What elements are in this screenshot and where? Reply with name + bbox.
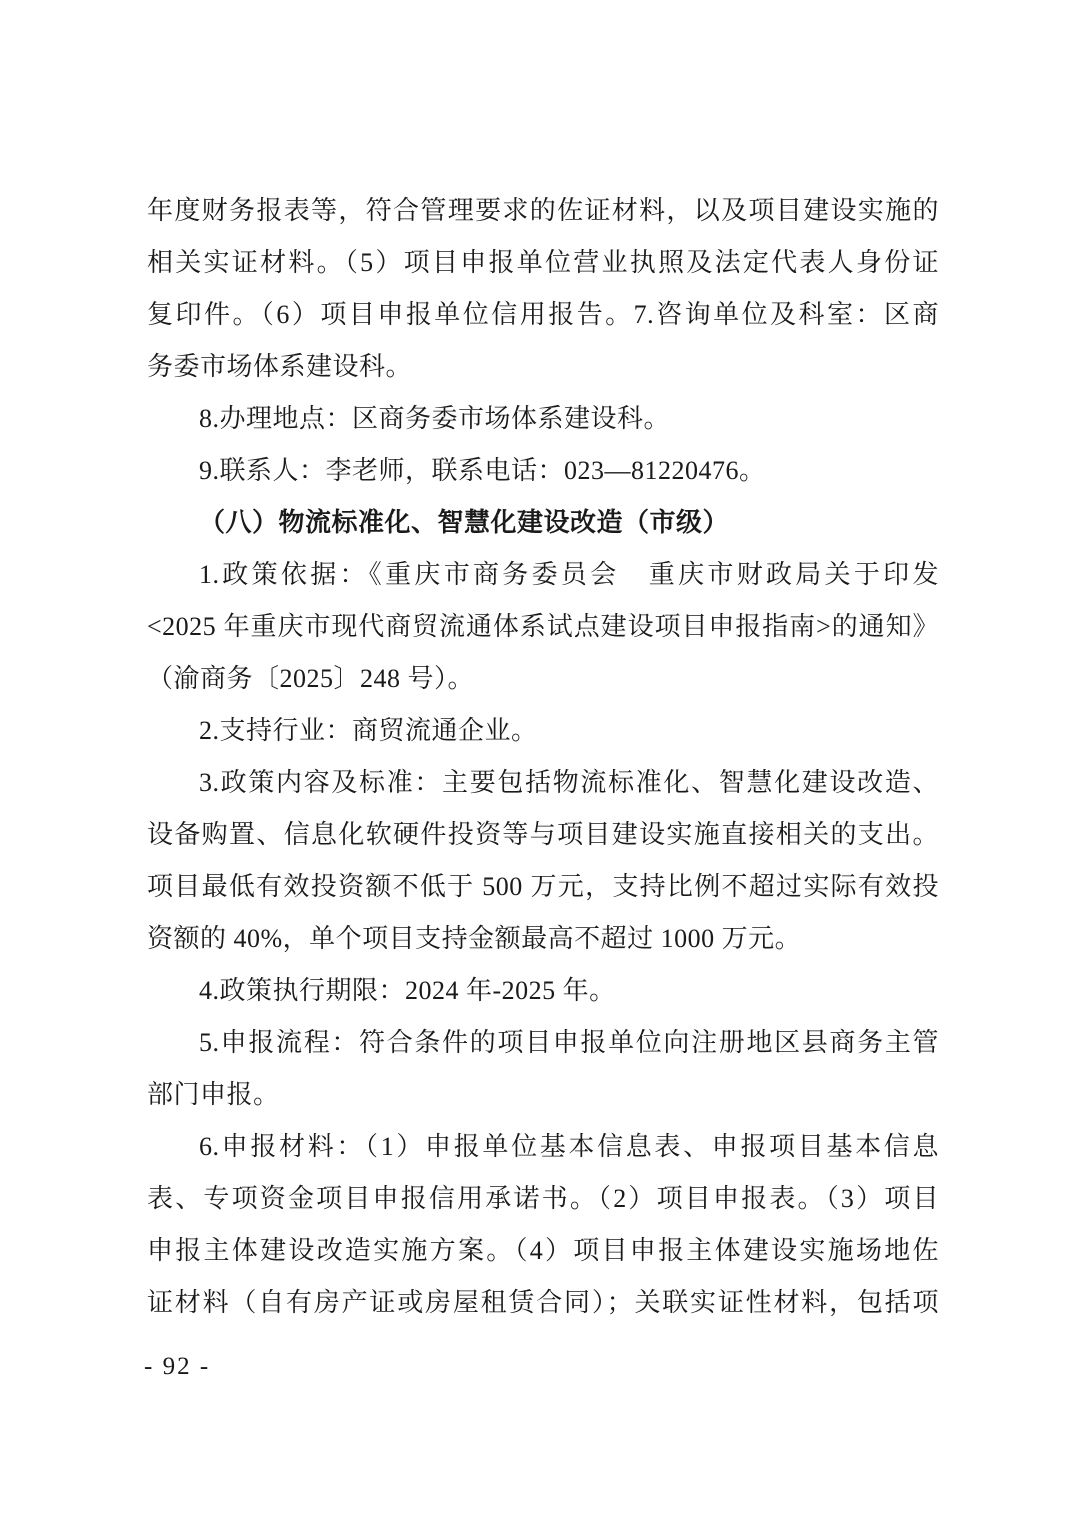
text-line: <2025 年重庆市现代商贸流通体系试点建设项目申报指南>的通知》 <box>147 612 939 641</box>
paragraph <box>147 185 939 393</box>
paragraph <box>147 757 939 965</box>
text-line: 资额的 40%，单个项目支持金额最高不超过 1000 万元。 <box>147 924 802 953</box>
text-line: （八）物流标准化、智慧化建设改造（市级） <box>199 508 730 537</box>
paragraph <box>147 445 939 497</box>
page-footer <box>144 1352 210 1382</box>
text-line: 项目最低有效投资额不低于 500 万元，支持比例不超过实际有效投 <box>147 872 939 901</box>
text-line: （渝商务〔2025〕248 号）。 <box>147 664 475 693</box>
text-line: 设备购置、信息化软硬件投资等与项目建设实施直接相关的支出。 <box>147 820 939 849</box>
text-line: 复印件。（6）项目申报单位信用报告。7.咨询单位及科室：区商 <box>147 300 939 329</box>
text-line: 年度财务报表等，符合管理要求的佐证材料，以及项目建设实施的 <box>147 196 939 225</box>
text-line: 表、专项资金项目申报信用承诺书。（2）项目申报表。（3）项目 <box>147 1184 939 1213</box>
text-line: 相关实证材料。（5）项目申报单位营业执照及法定代表人身份证 <box>147 248 939 277</box>
section-heading <box>147 497 939 549</box>
text-line: 3.政策内容及标准：主要包括物流标准化、智慧化建设改造、 <box>199 768 939 797</box>
paragraph <box>147 393 939 445</box>
paragraph <box>147 1017 939 1121</box>
text-line: 申报主体建设改造实施方案。（4）项目申报主体建设实施场地佐 <box>147 1236 939 1265</box>
paragraph <box>147 1121 939 1329</box>
paragraph <box>147 705 939 757</box>
text-line: 5.申报流程：符合条件的项目申报单位向注册地区县商务主管 <box>199 1028 939 1057</box>
text-line: 部门申报。 <box>147 1080 280 1109</box>
page-number: - 92 - <box>144 1353 211 1380</box>
paragraph <box>147 965 939 1017</box>
document-body <box>147 185 939 1329</box>
text-line: 证材料（自有房产证或房屋租赁合同）；关联实证性材料，包括项 <box>147 1288 939 1317</box>
text-line: 6.申报材料：（1）申报单位基本信息表、申报项目基本信息 <box>199 1132 939 1161</box>
text-line: 4.政策执行期限：2024 年-2025 年。 <box>199 976 616 1005</box>
text-line: 务委市场体系建设科。 <box>147 352 413 381</box>
text-line: 8.办理地点：区商务委市场体系建设科。 <box>199 404 671 433</box>
text-line: 2.支持行业：商贸流通企业。 <box>199 716 538 745</box>
text-line: 9.联系人：李老师，联系电话：023—81220476。 <box>199 456 766 485</box>
text-line: 1.政策依据：《重庆市商务委员会 重庆市财政局关于印发 <box>199 560 939 589</box>
paragraph <box>147 549 939 705</box>
